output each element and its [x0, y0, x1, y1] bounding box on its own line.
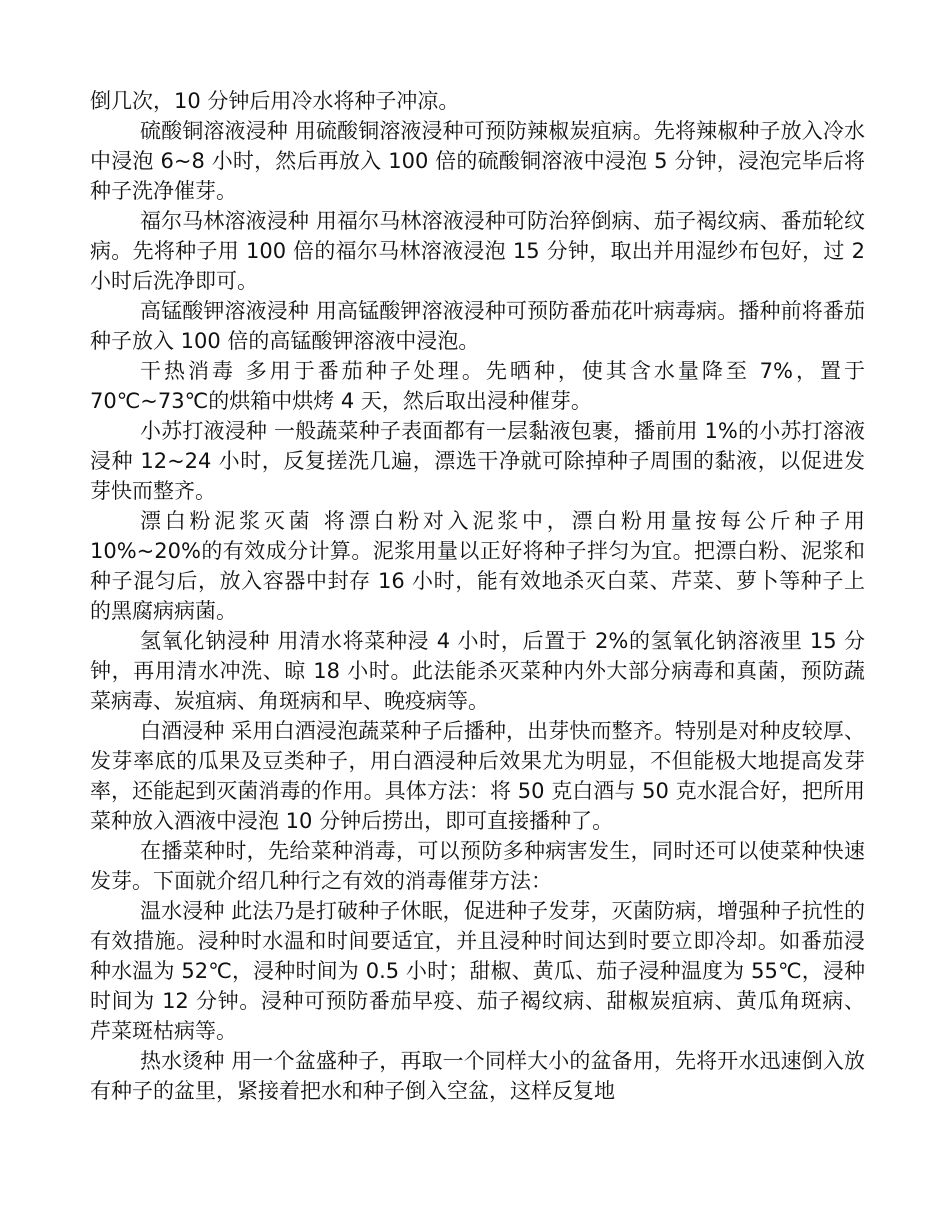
paragraph-sodium-hydroxide: 氢氧化钠浸种 用清水将菜种浸 4 小时，后置于 2%的氢氧化钠溶液里 15 分钟，再用清水冲洗、晾 18 小时。此法能杀灭菜种内外大部分病毒和真菌，预防蔬菜病毒、炭疽病、角斑病和早、晚疫病等。	[90, 629, 865, 713]
paragraph-liquor: 白酒浸种 采用白酒浸泡蔬菜种子后播种，出芽快而整齐。特别是对种皮较厚、发芽率底的瓜果及豆类种子，用白酒浸种后效果尤为明显，不但能极大地提高发芽率，还能起到灭菌消毒的作用。具体方法：将 50 克白酒与 50 克水混合好，把所用菜种放入酒液中浸泡 10 分钟后捞出，即可直接播种了。	[90, 719, 865, 833]
paragraph-intro: 在播菜种时，先给菜种消毒，可以预防多种病害发生，同时还可以使菜种快速发芽。下面就介绍几种行之有效的消毒催芽方法：	[90, 839, 865, 893]
paragraph-warm-water: 温水浸种 此法乃是打破种子休眠，促进种子发芽，灭菌防病，增强种子抗性的有效措施。浸种时水温和时间要适宜，并且浸种时间达到时要立即冷却。如番茄浸种水温为 52℃，浸种时间为 0.5 小时；甜椒、黄瓜、茄子浸种温度为 55℃，浸种时间为 12 分钟。浸种可预防番茄早疫、茄子褐纹病、甜椒炭疽病、黄瓜角斑病、芹菜斑枯病等。	[90, 899, 865, 1043]
paragraph-dry-heat: 干热消毒 多用于番茄种子处理。先晒种，使其含水量降至 7%，置于 70℃~73℃的烘箱中烘烤 4 天，然后取出浸种催芽。	[90, 359, 865, 413]
document-page	[90, 86, 865, 1106]
paragraph-copper-sulfate: 硫酸铜溶液浸种 用硫酸铜溶液浸种可预防辣椒炭疽病。先将辣椒种子放入冷水中浸泡 6~8 小时，然后再放入 100 倍的硫酸铜溶液中浸泡 5 分钟，浸泡完毕后将种子洗净催芽。	[90, 119, 865, 203]
paragraph-bleach-mud: 漂白粉泥浆灭菌 将漂白粉对入泥浆中，漂白粉用量按每公斤种子用 10%~20%的有效成分计算。泥浆用量以正好将种子拌匀为宜。把漂白粉、泥浆和种子混匀后，放入容器中封存 16 小时，能有效地杀灭白菜、芹菜、萝卜等种子上的黑腐病病菌。	[90, 509, 865, 623]
paragraph-baking-soda: 小苏打液浸种 一般蔬菜种子表面都有一层黏液包裹，播前用 1%的小苏打溶液浸种 12~24 小时，反复搓洗几遍，漂选干净就可除掉种子周围的黏液，以促进发芽快而整齐。	[90, 419, 865, 503]
paragraph-formalin: 福尔马林溶液浸种 用福尔马林溶液浸种可防治猝倒病、茄子褐纹病、番茄轮纹病。先将种子用 100 倍的福尔马林溶液浸泡 15 分钟，取出并用湿纱布包好，过 2 小时后洗净即可。	[90, 209, 865, 293]
paragraph-hot-water: 热水烫种 用一个盆盛种子，再取一个同样大小的盆备用，先将开水迅速倒入放有种子的盆里，紧接着把水和种子倒入空盆，这样反复地	[90, 1049, 865, 1103]
paragraph-potassium-permanganate: 高锰酸钾溶液浸种 用高锰酸钾溶液浸种可预防番茄花叶病毒病。播种前将番茄种子放入 100 倍的高锰酸钾溶液中浸泡。	[90, 299, 865, 353]
paragraph-continuation: 倒几次，10 分钟后用冷水将种子冲凉。	[90, 89, 460, 113]
